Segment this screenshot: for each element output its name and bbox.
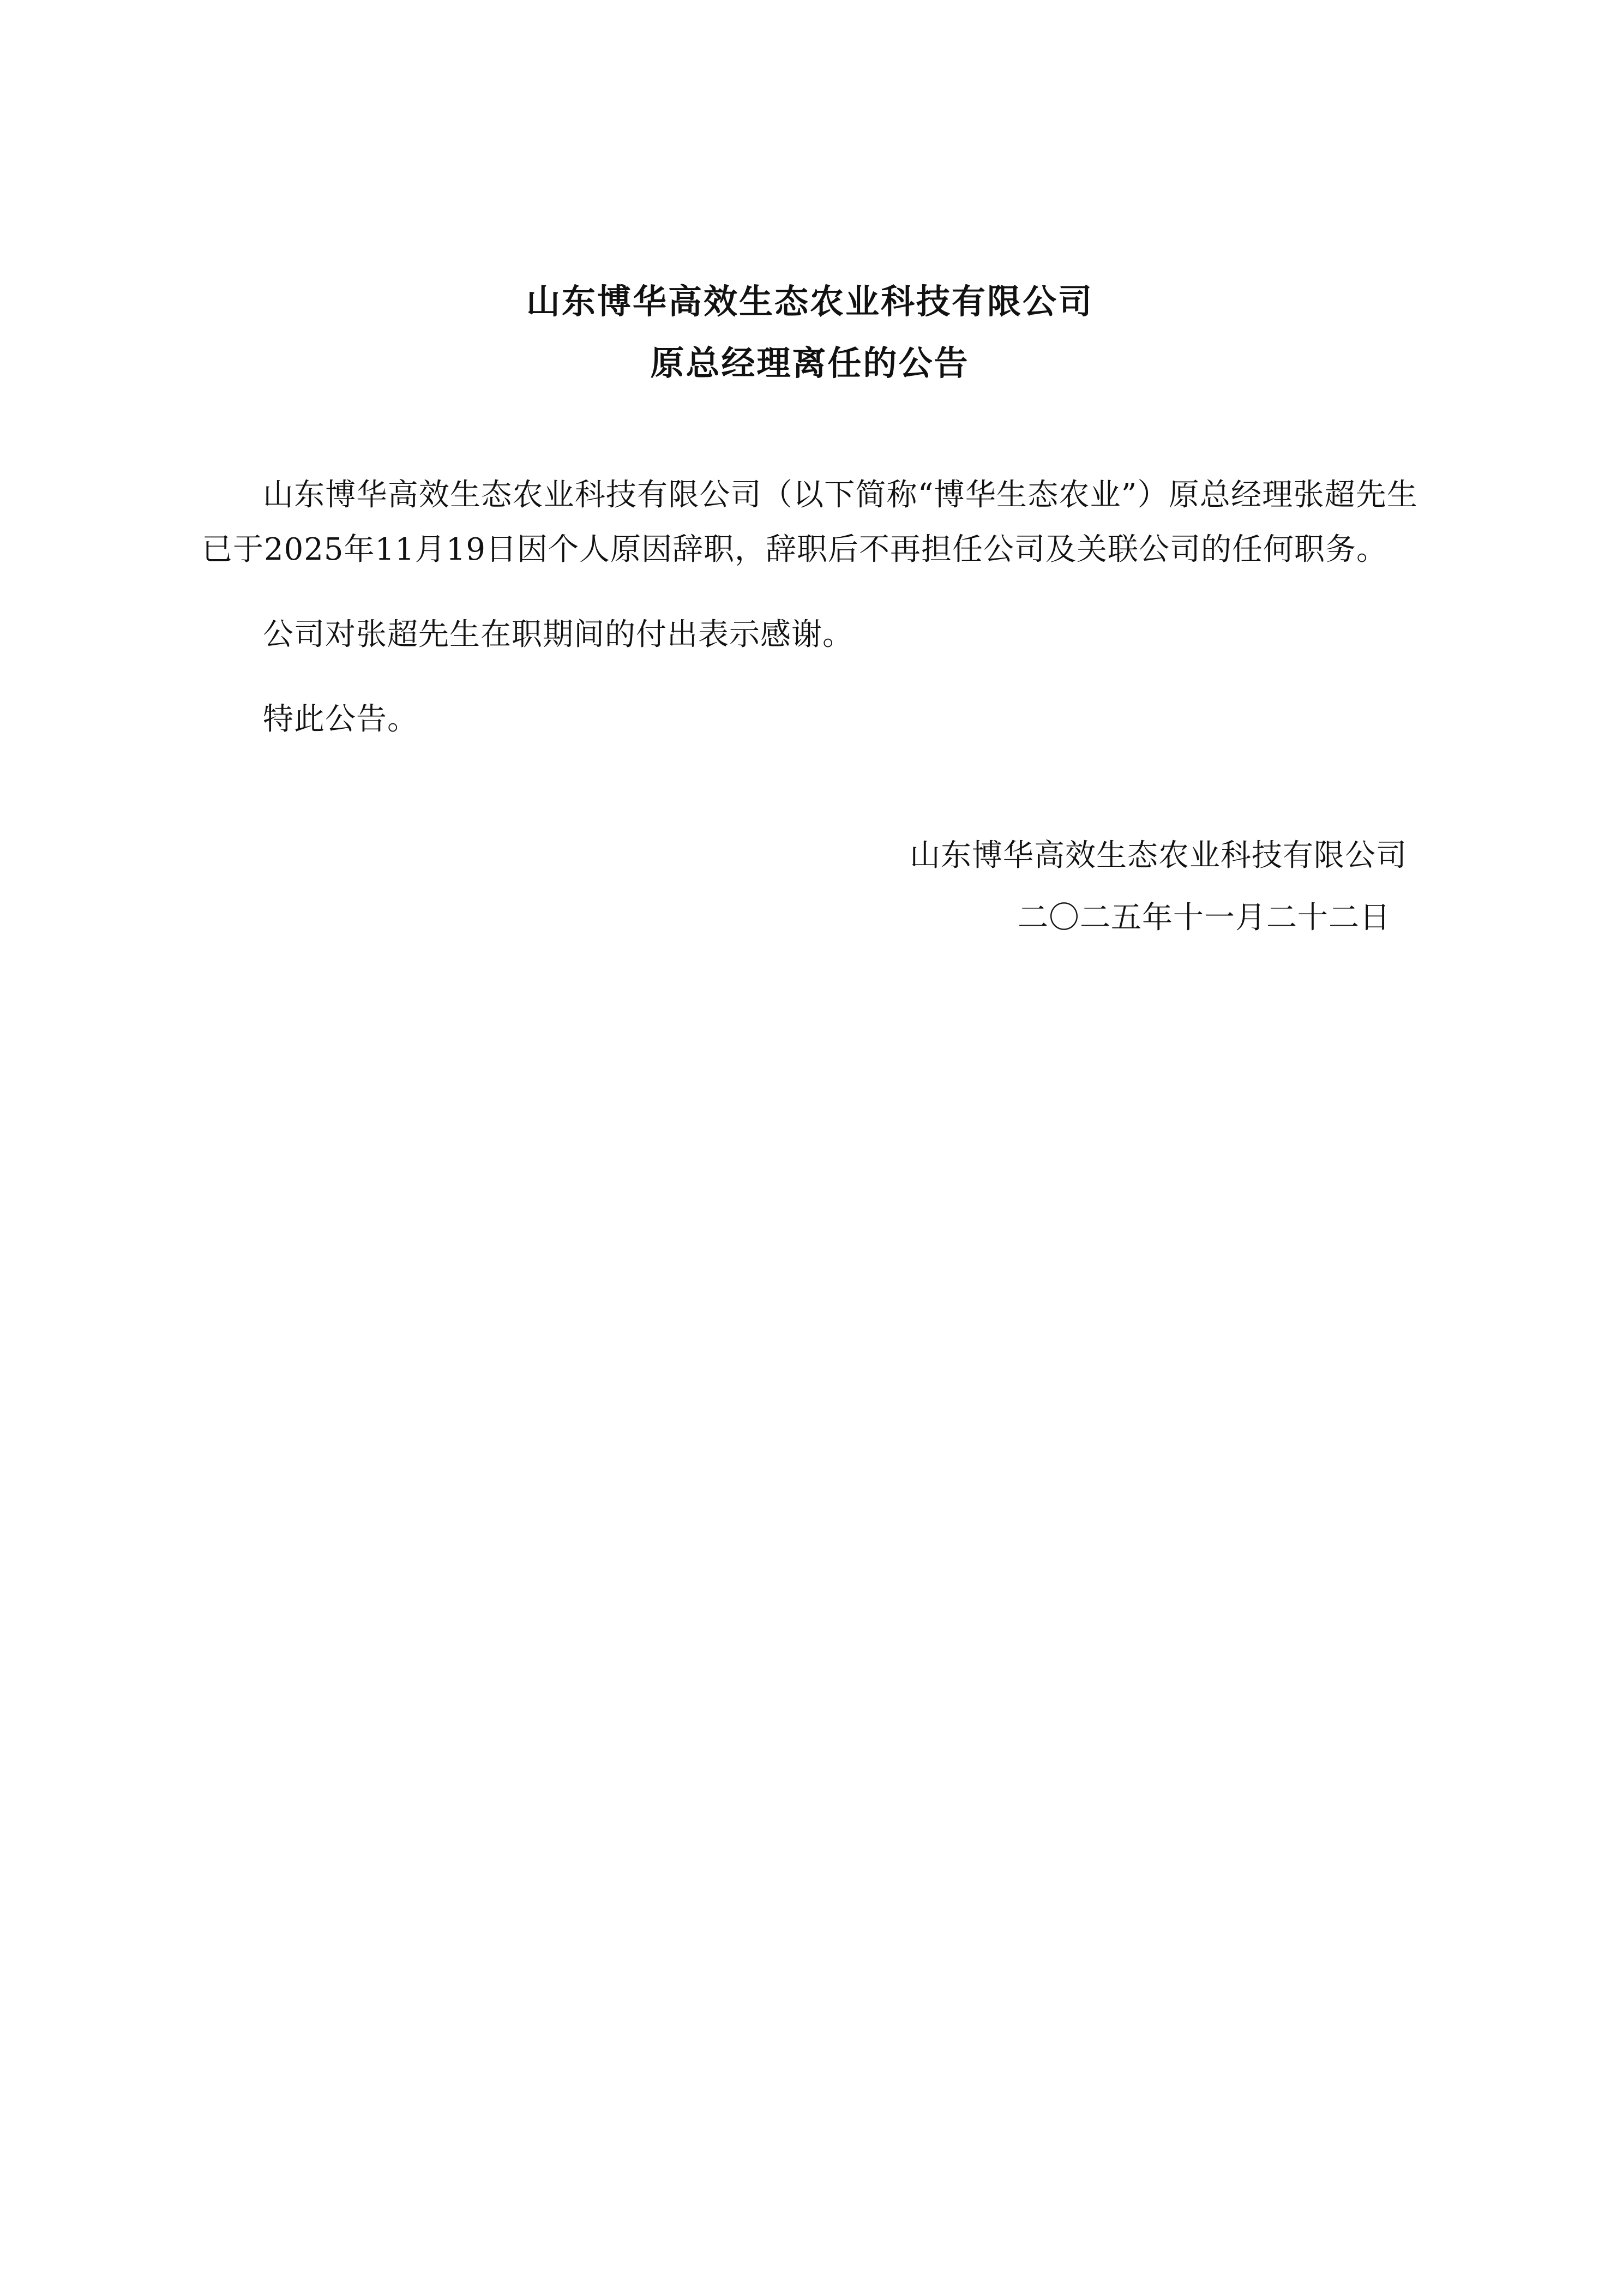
- document-title: [202, 281, 1418, 383]
- title-line-1: 山东博华高效生态农业科技有限公司: [526, 281, 1093, 321]
- document-signature: [202, 829, 1418, 945]
- body-paragraph-2: 公司对张超先生在职期间的付出表示感谢。: [263, 616, 853, 652]
- signature-date: 二〇二五年十一月二十二日: [1018, 900, 1391, 936]
- body-paragraph-1: 山东博华高效生态农业科技有限公司（以下简称“博华生态农业”）原总经理张超先生已于2025年11月19日因个人原因辞职，辞职后不再担任公司及关联公司的任何职务。: [202, 477, 1418, 567]
- document-body: [202, 468, 1418, 747]
- signature-company: 山东博华高效生态农业科技有限公司: [910, 837, 1407, 873]
- title-line-2: 原总经理离任的公告: [650, 343, 970, 383]
- document-content: [202, 0, 1418, 945]
- body-paragraph-3: 特此公告。: [263, 702, 418, 738]
